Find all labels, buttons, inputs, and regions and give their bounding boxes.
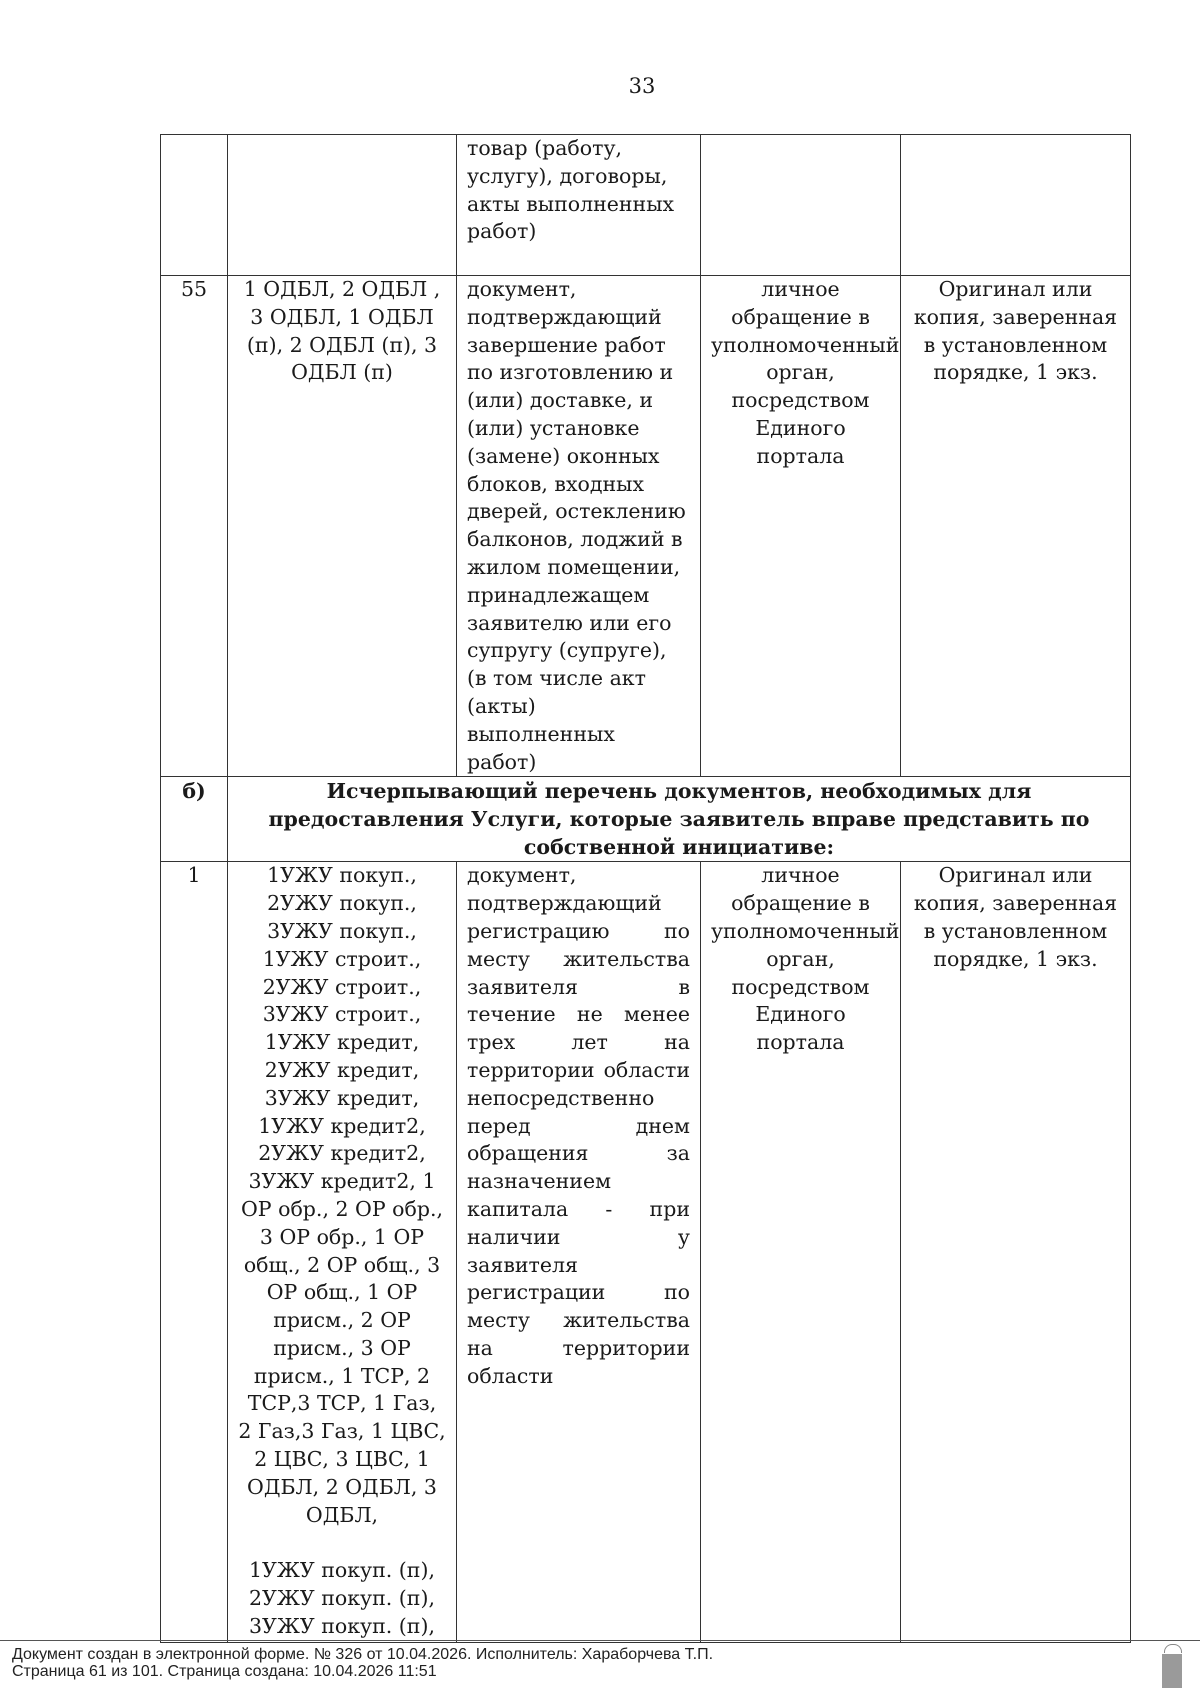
document-description: документ, подтверждающий регистрацию по месту жительства заявителя в течение не менее трех лет на территории области непосредственно перед днем обращения за назначением капитала - при наличии у заявителя регистрации по месту жительства на территории области	[457, 862, 701, 1643]
section-label: б)	[161, 777, 228, 862]
table-row	[161, 862, 1131, 1643]
row-number: 55	[161, 276, 228, 777]
submission-method: личное обращение в уполномоченный орган, посредством Единого портала	[701, 862, 901, 1643]
footer-divider	[0, 1640, 1200, 1641]
submission-method: личное обращение в уполномоченный орган, посредством Единого портала	[701, 276, 901, 777]
document-form: Оригинал или копия, заверенная в установленном порядке, 1 экз.	[901, 862, 1131, 1643]
document-description: товар (работу, услугу), договоры, акты выполненных работ)	[457, 135, 701, 276]
row-number	[161, 135, 228, 276]
footer-text	[12, 1646, 713, 1680]
category-codes: 1 ОДБЛ, 2 ОДБЛ , 3 ОДБЛ, 1 ОДБЛ (п), 2 ОДБЛ (п), 3 ОДБЛ (п)	[228, 276, 457, 777]
document-footer	[0, 1640, 1200, 1698]
table-row	[161, 276, 1131, 777]
footer-line-1: Документ создан в электронной форме. № 326 от 10.04.2026. Исполнитель: Хараборчева Т.П.	[12, 1646, 714, 1663]
footer-line-2: Страница 61 из 101. Страница создана: 10.04.2026 11:51	[12, 1663, 437, 1680]
coat-of-arms-icon	[1162, 1654, 1182, 1688]
category-codes: 1УЖУ покуп., 2УЖУ покуп., 3УЖУ покуп., 1УЖУ строит., 2УЖУ строит., 3УЖУ строит., 1УЖУ кредит, 2УЖУ кредит, 3УЖУ кредит, 1УЖУ кредит2, 2УЖУ кредит2, 3УЖУ кредит2, 1 ОР обр., 2 ОР обр., 3 ОР обр., 1 ОР общ., 2 ОР общ., 3 ОР общ., 1 ОР присм., 2 ОР присм., 3 ОР присм., 1 ТСР, 2 ТСР,3 ТСР, 1 Газ, 2 Газ,3 Газ, 1 ЦВС, 2 ЦВС, 3 ЦВС, 1 ОДБЛ, 2 ОДБЛ, 3 ОДБЛ, 1УЖУ покуп. (п), 2УЖУ покуп. (п), 3УЖУ покуп. (п),	[228, 862, 457, 1643]
section-title: Исчерпывающий перечень документов, необходимых для предоставления Услуги, которые заявитель вправе представить по собственной инициативе:	[228, 777, 1131, 862]
submission-method	[701, 135, 901, 276]
row-number: 1	[161, 862, 228, 1643]
document-form: Оригинал или копия, заверенная в установленном порядке, 1 экз.	[901, 276, 1131, 777]
document-form	[901, 135, 1131, 276]
category-codes	[228, 135, 457, 276]
document-description: документ, подтверждающий завершение работ по изготовлению и (или) доставке, и (или) установке (замене) оконных блоков, входных дверей, остеклению балконов, лоджий в жилом помещении, принадлежащем заявителю или его супругу (супруге), (в том числе акт (акты) выполненных работ)	[457, 276, 701, 777]
table-row	[161, 135, 1131, 276]
section-heading-row	[161, 777, 1131, 862]
page-number: 33	[628, 74, 656, 98]
documents-table	[160, 134, 1131, 1643]
